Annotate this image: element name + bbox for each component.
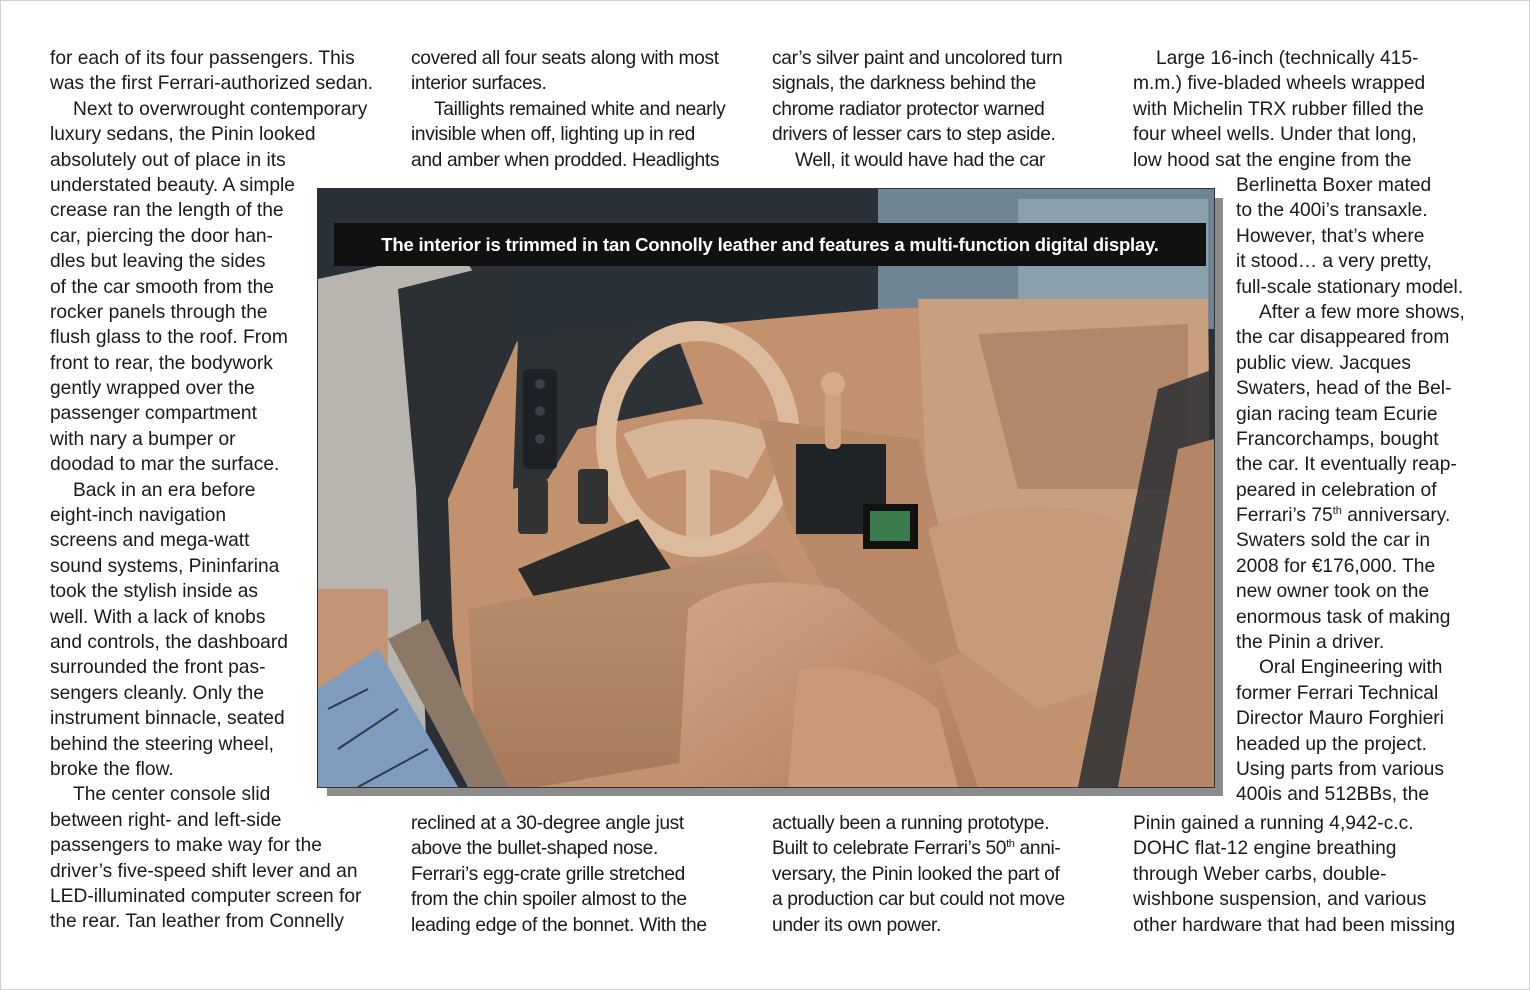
- text-line: gently wrapped over the: [50, 378, 255, 400]
- text-line: the rear. Tan leather from Connelly: [50, 911, 345, 933]
- text-line: rocker panels through the: [50, 301, 268, 323]
- text-line: After a few more shows,: [1259, 301, 1465, 323]
- text-line: Well, it would have had the car: [795, 149, 1046, 171]
- photo-caption: The interior is trimmed in tan Connolly leather and features a multi-function digital display.: [334, 223, 1206, 266]
- text-line: understated beauty. A simple: [50, 174, 295, 196]
- text-line: enormous task of making: [1236, 606, 1451, 628]
- text-line: it stood… a very pretty,: [1236, 251, 1432, 273]
- text-line: m.m.) five-bladed wheels wrapped: [1133, 73, 1426, 95]
- text-line: drivers of lesser cars to step aside.: [772, 124, 1056, 146]
- text-line: four wheel wells. Under that long,: [1133, 124, 1417, 146]
- text-line: the Pinin a driver.: [1236, 632, 1385, 654]
- text-line: public view. Jacques: [1236, 352, 1411, 374]
- text-line: former Ferrari Technical: [1236, 682, 1439, 704]
- superscript: th: [1332, 505, 1342, 518]
- text-line: actually been a running prototype.: [772, 813, 1050, 834]
- article-column-2-bottom: [411, 811, 707, 938]
- text-line: Ferrari’s 75th anniversary.: [1236, 505, 1451, 527]
- text-line: peared in celebration of: [1236, 479, 1437, 501]
- text-line: invisible when off, lighting up in red: [411, 124, 695, 146]
- text-line: reclined at a 30-degree angle just: [411, 813, 684, 834]
- text-line: Using parts from various: [1236, 758, 1444, 780]
- text-line: Next to overwrought contemporary: [73, 98, 368, 120]
- text-line: car’s silver paint and uncolored turn: [772, 48, 1063, 69]
- text-line: sound systems, Pininfarina: [50, 555, 280, 577]
- text-line: low hood sat the engine from the: [1133, 149, 1412, 171]
- text-line: flush glass to the roof. From: [50, 327, 288, 349]
- text-line: surrounded the front pas-: [50, 657, 266, 679]
- article-column-2-top: [411, 46, 725, 173]
- text-line: a production car but could not move: [772, 889, 1065, 911]
- text-line: and amber when prodded. Headlights: [411, 149, 720, 171]
- text-line: well. With a lack of knobs: [50, 606, 266, 628]
- text-line: the car disappeared from: [1236, 327, 1450, 349]
- text-line: Large 16-inch (technically 415-: [1156, 48, 1419, 69]
- text-line: passengers to make way for the: [50, 835, 322, 857]
- text-line: luxury sedans, the Pinin looked: [50, 124, 316, 146]
- text-line: headed up the project.: [1236, 733, 1427, 755]
- text-line: Built to celebrate Ferrari’s 50th anni-: [772, 838, 1061, 860]
- article-column-3-top: [772, 46, 1062, 173]
- article-column-3-bottom: [772, 811, 1065, 938]
- text-line: Swaters, head of the Bel-: [1236, 378, 1452, 400]
- interior-photo: [317, 188, 1215, 788]
- text-line: dles but leaving the sides: [50, 251, 266, 273]
- text-line: the car. It eventually reap-: [1236, 454, 1457, 476]
- text-line: driver’s five-speed shift lever and an: [50, 860, 358, 882]
- text-line: covered all four seats along with most: [411, 48, 719, 69]
- text-line: through Weber carbs, double-: [1133, 863, 1387, 885]
- text-line: DOHC flat-12 engine breathing: [1133, 838, 1397, 860]
- text-line: with nary a bumper or: [50, 428, 236, 450]
- superscript: th: [1006, 838, 1015, 851]
- text-line: 2008 for €176,000. The: [1236, 555, 1436, 577]
- text-line: Swaters sold the car in: [1236, 530, 1431, 552]
- text-line: versary, the Pinin looked the part of: [772, 863, 1060, 885]
- text-line: sengers cleanly. Only the: [50, 682, 265, 704]
- text-line: front to rear, the bodywork: [50, 352, 273, 374]
- text-line: to the 400i’s transaxle.: [1236, 200, 1428, 222]
- text-line: signals, the darkness behind the: [772, 73, 1037, 95]
- text-line: instrument binnacle, seated: [50, 708, 285, 730]
- text-line: interior surfaces.: [411, 73, 547, 95]
- text-line: broke the flow.: [50, 758, 174, 780]
- text-line: was the first Ferrari-authorized sedan.: [50, 73, 374, 95]
- text-line: Pinin gained a running 4,942-c.c.: [1133, 813, 1414, 834]
- text-line: Oral Engineering with: [1259, 657, 1443, 679]
- text-line: LED-illuminated computer screen for: [50, 885, 362, 907]
- text-line: Director Mauro Forghieri: [1236, 708, 1444, 730]
- text-line: Back in an era before: [73, 479, 256, 501]
- text-line: for each of its four passengers. This: [50, 48, 355, 69]
- text-line: Ferrari’s egg-crate grille stretched: [411, 863, 685, 885]
- text-line: doodad to mar the surface.: [50, 454, 280, 476]
- text-line: crease ran the length of the: [50, 200, 284, 222]
- text-line: eight-inch navigation: [50, 505, 227, 527]
- text-line: Taillights remained white and nearly: [434, 98, 726, 120]
- text-line: and controls, the dashboard: [50, 631, 288, 653]
- text-line: gian racing team Ecurie: [1236, 403, 1438, 425]
- text-line: between right- and left-side: [50, 809, 282, 831]
- interior-illustration: [318, 189, 1214, 787]
- text-line: with Michelin TRX rubber filled the: [1133, 98, 1424, 120]
- text-line: from the chin spoiler almost to the: [411, 889, 687, 911]
- text-line: However, that’s where: [1236, 225, 1425, 247]
- article-column-4-bottom: [1133, 811, 1455, 938]
- text-line: other hardware that had been missing: [1133, 914, 1456, 936]
- text-line: full-scale stationary model.: [1236, 276, 1464, 298]
- text-line: Berlinetta Boxer mated: [1236, 175, 1432, 196]
- text-line: leading edge of the bonnet. With the: [411, 914, 707, 936]
- article-column-4-wrap: [1236, 173, 1465, 808]
- text-line: Francorchamps, bought: [1236, 428, 1439, 450]
- text-line: above the bullet-shaped nose.: [411, 838, 658, 860]
- text-line: wishbone suspension, and various: [1133, 889, 1427, 911]
- text-line: behind the steering wheel,: [50, 733, 275, 755]
- text-line: passenger compartment: [50, 403, 257, 425]
- text-line: of the car smooth from the: [50, 276, 274, 298]
- article-column-4-top: [1133, 46, 1425, 173]
- text-line: under its own power.: [772, 914, 941, 936]
- text-line: car, piercing the door han-: [50, 225, 273, 247]
- text-line: chrome radiator protector warned: [772, 98, 1045, 120]
- text-line: 400is and 512BBs, the: [1236, 784, 1430, 806]
- text-line: took the stylish inside as: [50, 581, 258, 603]
- text-line: absolutely out of place in its: [50, 149, 286, 171]
- text-line: The center console slid: [73, 784, 271, 806]
- text-line: new owner took on the: [1236, 581, 1430, 603]
- text-line: screens and mega-watt: [50, 530, 250, 552]
